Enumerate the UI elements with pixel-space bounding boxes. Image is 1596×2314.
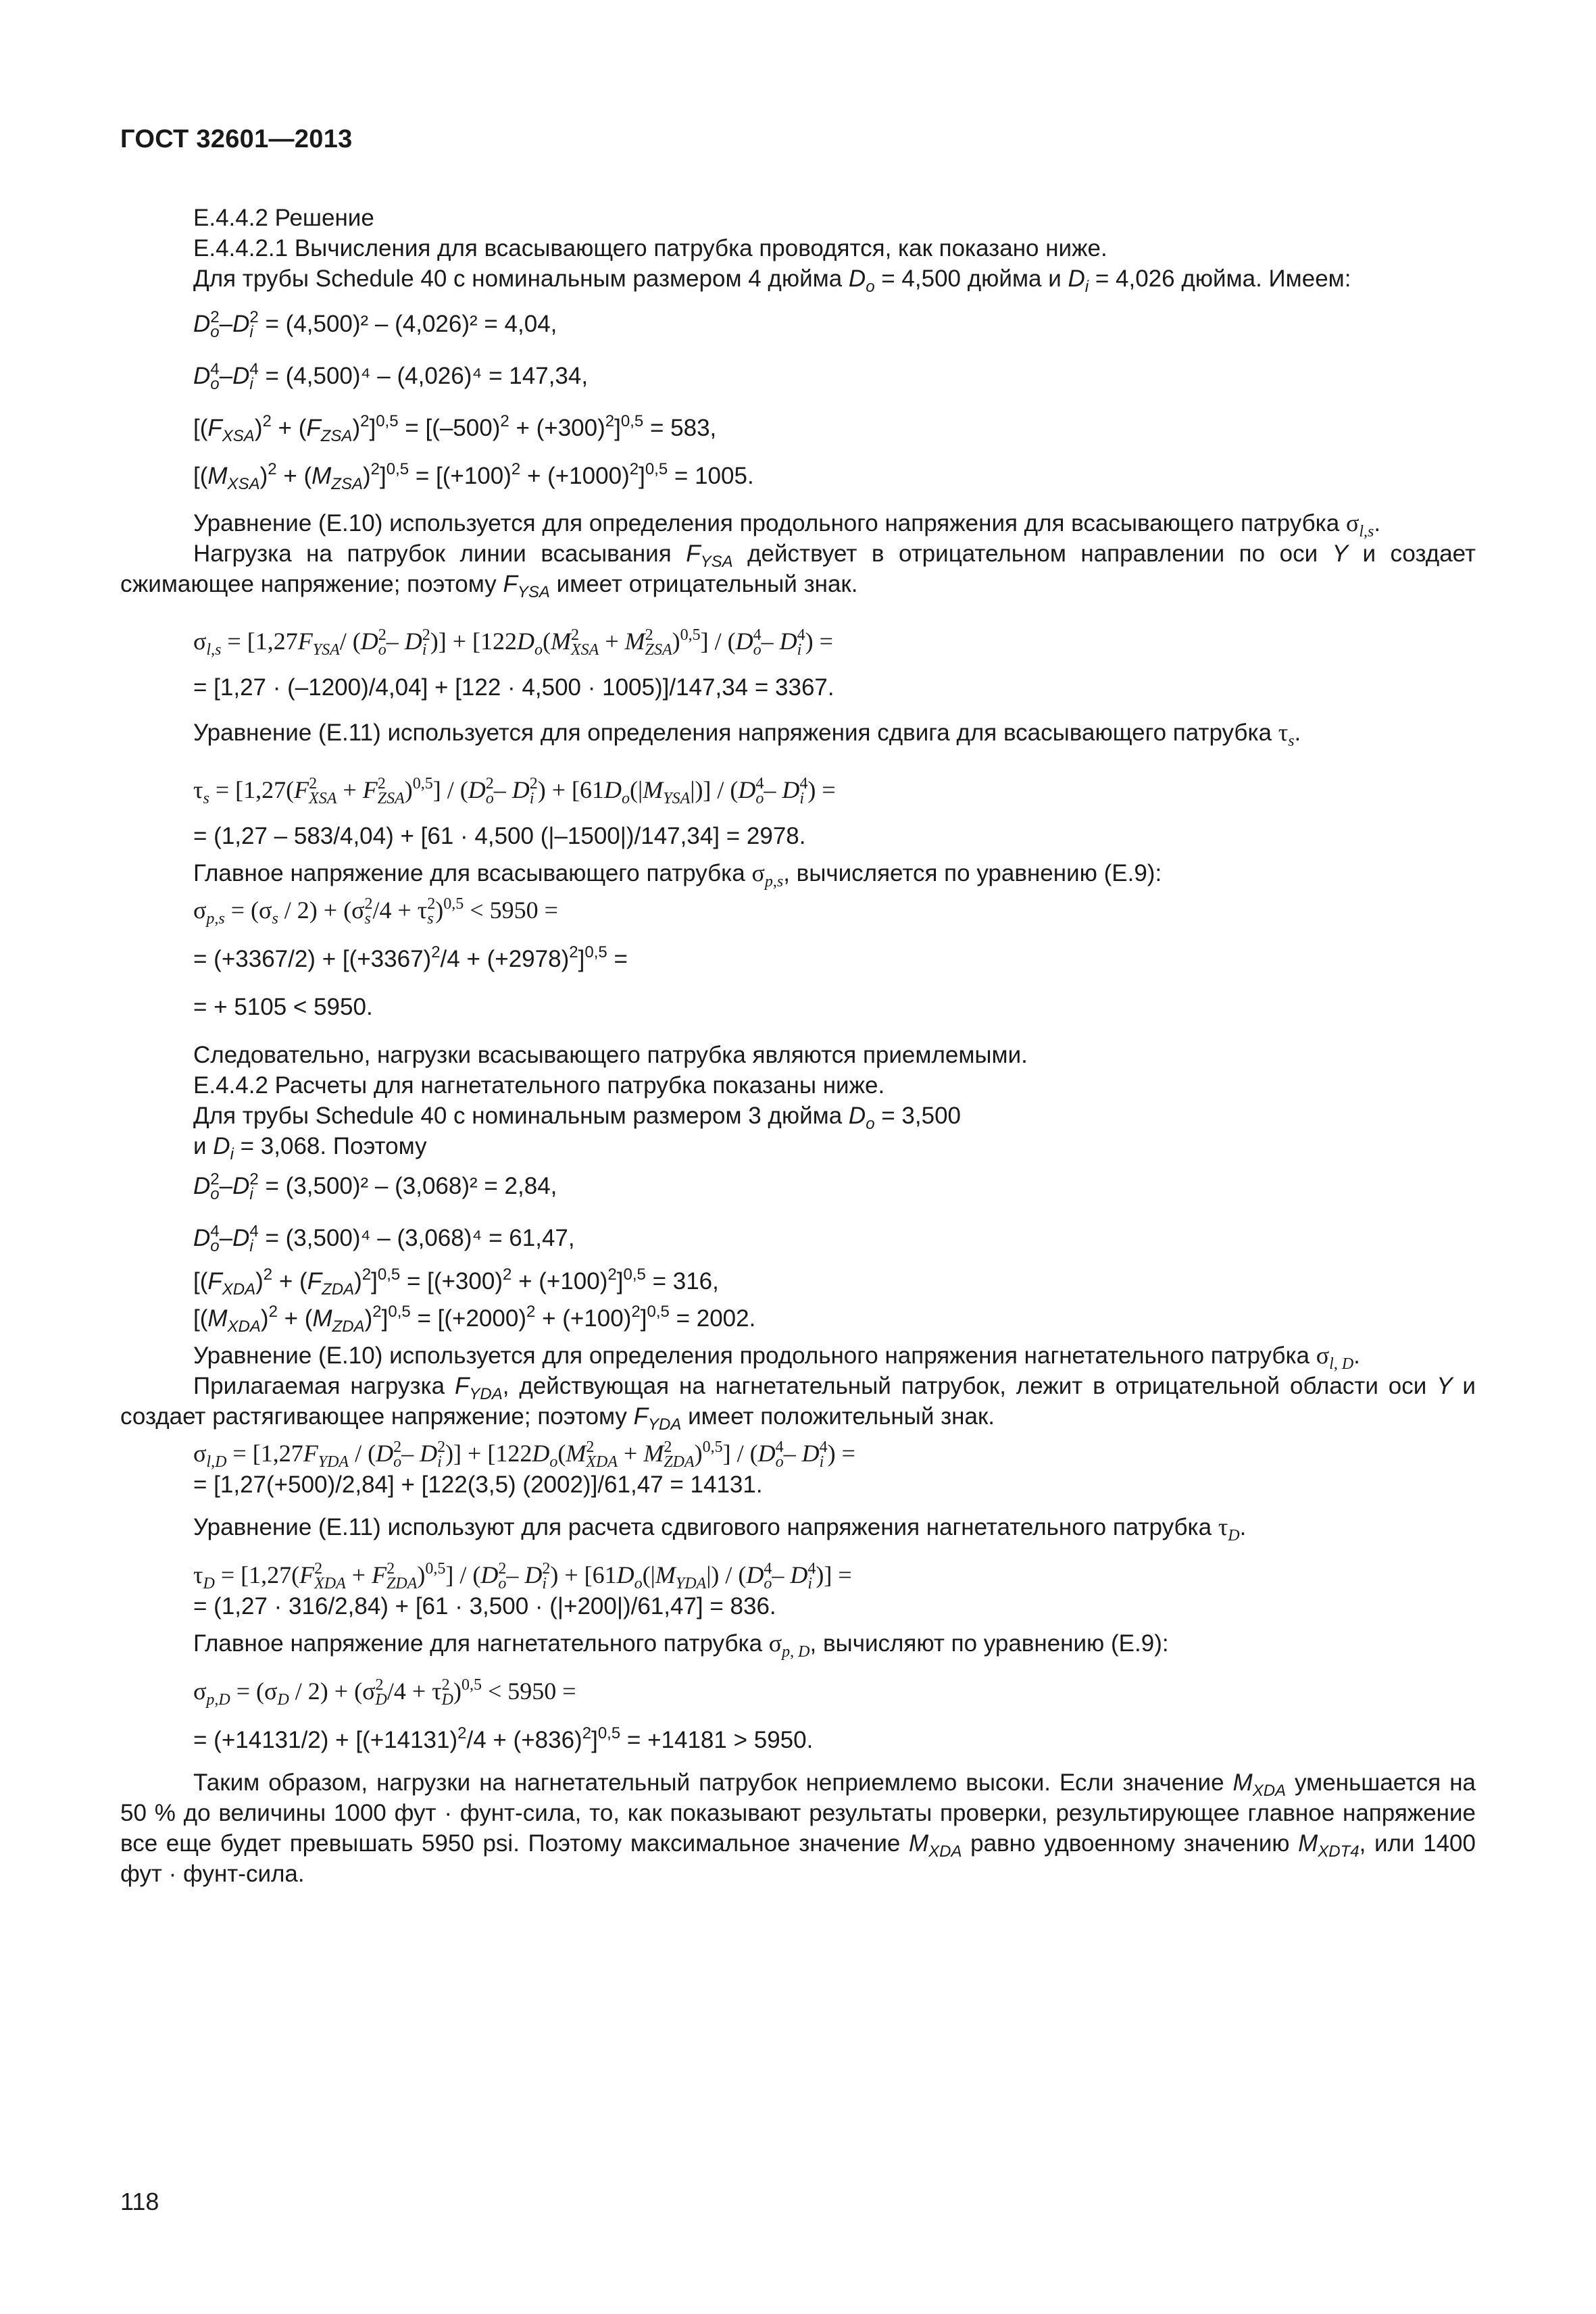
paragraph: Уравнение (Е.11) используется для определения напряжения сдвига для всасывающего патрубка $\tau_s$.	[193, 719, 1301, 750]
equation-result: = (1,27 · 316/2,84) + [61 · 3,500 · (|+200|)/61,47] = 836.	[193, 1593, 776, 1619]
equation: $[(M_{XDA})^2 + (M_{ZDA})^2]^{0,5} = [(+2000)^2 + (+100)^2]^{0,5} = 2002$.	[193, 1303, 756, 1336]
paragraph: Следовательно, нагрузки всасывающего патрубка являются приемлемыми.	[193, 1042, 1028, 1068]
equation: D 4 o –D 4 i = (3,500)⁴ – (3,068)⁴ = 61,47,	[193, 1222, 575, 1255]
equation: D 2 o –D 2 i = (3,500)² – (3,068)² = 2,84,	[193, 1170, 557, 1203]
paragraph: Е.4.4.2.1 Вычисления для всасывающего патрубка проводятся, как показано ниже.	[193, 235, 1107, 261]
equation-result: = [1,27 · (–1200)/4,04] + [122 · 4,500 · 1005)]/147,34 = 3367.	[193, 674, 834, 701]
paragraph: Прилагаемая нагрузка $F_{YDA}$, действующая на нагнетательный патрубок, лежит в отрицательной области оси Y и создает растягивающее напряжение; поэтому $F_{YDA}$ имеет положительный знак.	[120, 1373, 1476, 1434]
equation: $\sigma_{l,s} = [1,27F_{YSA}/$ (D 2 o – D 2 i )] + [$122D_o(M$ 2 XSA + M 2 ZSA )$^{0,5}$] / (D 4 o – D 4 i ) =	[193, 626, 833, 659]
paragraph: Нагрузка на патрубок линии всасывания $F_{YSA}$ действует в отрицательном направлении по оси Y и создает сжимающее напряжение; поэтому $F_{YSA}$ имеет отрицательный знак.	[120, 540, 1476, 601]
equation: $\tau_D = [1,27(F$ 2 XDA + F 2 ZDA )$^{0,5}$] / (D 2 o – D 2 i ) + [$61D_o(|M_{YDA}|) / (D$ 4 o – D 4 i )] =	[193, 1560, 852, 1592]
equation: $\tau_s = [1,27(F$ 2 XSA + F 2 ZSA )$^{0,5}$] / (D 2 o – D 2 i ) + $[61D_o(|M_{YSA}|)] / (D$ 4 o – D 4 i ) =	[193, 775, 836, 807]
document-header: ГОСТ 32601—2013	[120, 125, 353, 153]
equation-result: = + 5105 < 5950.	[193, 994, 373, 1020]
equation: D 2 o –D 2 i = (4,500)² – (4,026)² = 4,04,	[193, 308, 557, 341]
paragraph: Для трубы Schedule 40 с номинальным размером 4 дюйма $D_o = 4,500$ дюйма и $D_i = 4,026$ дюйма. Имеем:	[193, 266, 1351, 296]
equation: $[(F_{XSA})^2 + (F_{ZSA})^2]^{0,5} = [(-500)^2 + (+300)^2]^{0,5} = 583$,	[193, 412, 717, 445]
equation-result: = $(+14131/2) + [(+14131)^2/4 + (+836)^2]^{0,5} = +14181 > 5950$.	[193, 1724, 814, 1753]
equation: $\sigma_{l,D} = [1,27F_{YDA} / (D$ 2 o – D 2 i )] + [$122D_o(M$ 2 XDA + M 2 ZDA )$^{0,5}$] / (D 4 o – D 4 i ) =	[193, 1438, 855, 1471]
equation: $[(M_{XSA})^2 + (M_{ZSA})^2]^{0,5} = [(+100)^2 + (+1000)^2]^{0,5} = 1005$.	[193, 460, 754, 493]
paragraph: Главное напряжение для нагнетательного патрубка $\sigma_{p,}$ $_D$, вычисляют по уравнению (Е.9):	[193, 1630, 1169, 1661]
paragraph: Главное напряжение для всасывающего патрубка $\sigma_{p,s}$, вычисляется по уравнению (Е.9):	[193, 859, 1162, 890]
document-body	[120, 203, 1476, 1889]
paragraph: Уравнение (Е.11) используют для расчета сдвигового напряжения нагнетательного патрубка $\tau_D$.	[193, 1513, 1247, 1544]
paragraph: Уравнение (Е.10) используется для определения продольного напряжения нагнетательного патрубка $\sigma_{l,}$ $_D$.	[193, 1342, 1360, 1373]
equation: $[(F_{XDA})^2 + (F_{ZDA})^2]^{0,5} = [(+300)^2 + (+100)^2]^{0,5} = 316$,	[193, 1265, 719, 1299]
paragraph: и $D_i = 3,068$. Поэтому	[193, 1133, 427, 1163]
equation: $\sigma_{p,s} = (\sigma_s / 2) + (\sigma$ 2 s /4 + τ 2 s )$^{0,5}$ < 5950 =	[193, 895, 558, 928]
equation-result: = $(+3367/2) + [(+3367)^2/4 + (+2978)^2]^{0,5}$ =	[193, 943, 628, 972]
page-number: 118	[120, 2188, 159, 2215]
equation-result: = (1,27 – 583/4,04) + [61 · 4,500 (|–1500|)/147,34] = 2978.	[193, 823, 806, 849]
equation: D 4 o –D 4 i = (4,500)⁴ – (4,026)⁴ = 147,34,	[193, 360, 589, 393]
paragraph: Уравнение (Е.10) используется для определения продольного напряжения для всасывающего патрубка $\sigma_{l,s}$.	[193, 509, 1381, 540]
equation: $\sigma_{p,D} = (\sigma_D / 2) + (\sigma$ 2 D /4 + τ 2 D )$^{0,5}$ < 5950 =	[193, 1676, 576, 1709]
section-heading: Е.4.4.2 Расчеты для нагнетательного патрубка показаны ниже.	[193, 1072, 885, 1099]
section-heading: Е.4.4.2 Решение	[193, 205, 374, 231]
paragraph: Таким образом, нагрузки на нагнетательный патрубок неприемлемо высоки. Если значение $M_{XDA}$ уменьшается на 50 % до величины 1000 фут · фунт-сила, то, как показывают результаты проверки, результирующее главное напряжение все еще будет превышать 5950 psi. Поэтому максимальное значение $M_{XDA}$ равно удвоенному значению $M_{XDT4}$, или 1400 фут · фунт-сила.	[120, 1769, 1476, 1887]
paragraph: Для трубы Schedule 40 с номинальным размером 3 дюйма $D_o = 3,500$	[193, 1103, 962, 1133]
equation-result: = [1,27(+500)/2,84] + [122(3,5) (2002)]/61,47 = 14131.	[193, 1472, 763, 1498]
